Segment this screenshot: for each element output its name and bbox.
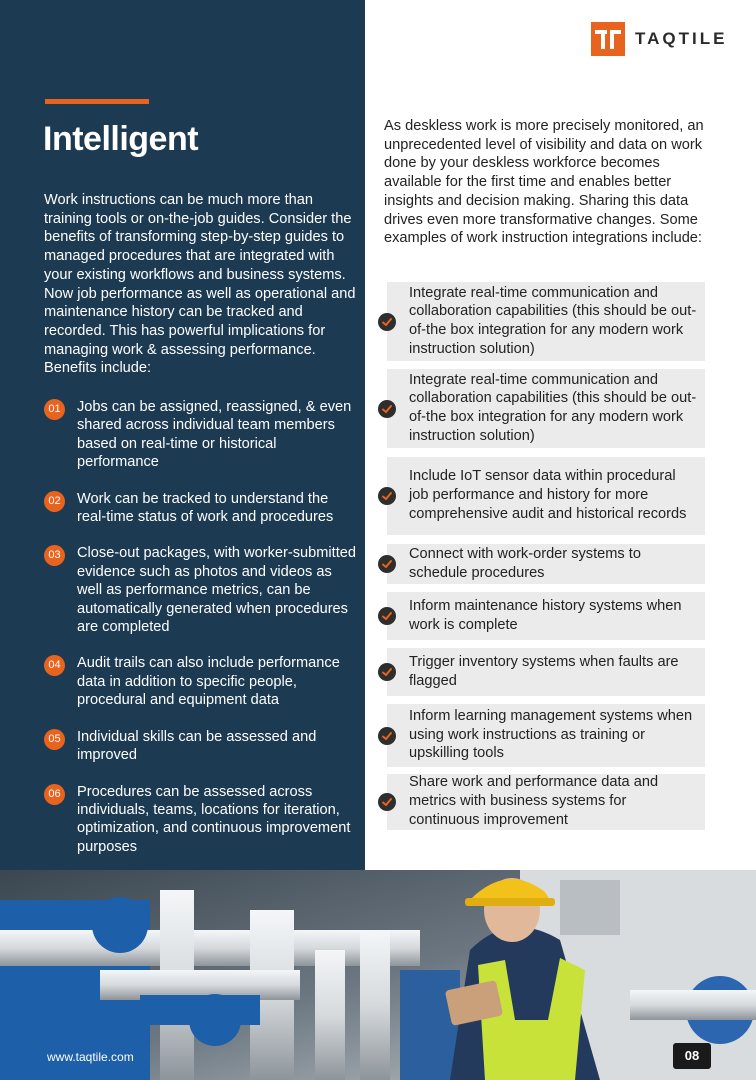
checkmark-icon <box>378 400 396 418</box>
left-intro: Work instructions can be much more than training tools or on-the-job guides. Consider the benefits of transforming step-by-step guides to managed procedures that are integrated with your existing workflows and business systems. Now job performance as well as operational and maintenance history can be tracked and recorded. This has powerful implications for managing work & assessing performance. Benefits include: <box>44 192 356 377</box>
benefit-item <box>44 398 360 472</box>
logo-wordmark: TAQTILE <box>635 29 728 48</box>
benefit-text: Procedures can be assessed across individuals, teams, locations for iteration, optimization, and continuous improvement purposes <box>77 783 351 855</box>
benefit-text: Individual skills can be assessed and improved <box>77 728 317 764</box>
page-number: 08 <box>673 1043 711 1069</box>
integration-text: Share work and performance data and metrics with business systems for continuous improvement <box>409 774 659 828</box>
number-badge: 05 <box>44 729 65 750</box>
integration-text: Trigger inventory systems when faults are flagged <box>409 653 679 689</box>
benefit-item <box>44 783 360 857</box>
integration-item <box>387 369 705 448</box>
checkmark-icon <box>378 793 396 811</box>
number-badge: 06 <box>44 784 65 805</box>
integration-text: Integrate real-time communication and collaboration capabilities (this should be out-of-the box integration for any modern work instruction solution) <box>409 371 697 444</box>
number-badge: 04 <box>44 655 65 676</box>
industrial-worker-photo <box>0 870 756 1080</box>
integration-item <box>387 704 705 767</box>
taqtile-logo[interactable] <box>591 22 727 56</box>
integration-text: Integrate real-time communication and collaboration capabilities (this should be out-of-the box integration for any modern work instruction solution) <box>409 284 697 357</box>
photo-illustration <box>0 870 756 1080</box>
benefit-text: Jobs can be assigned, reassigned, & even shared across individual team members based on real-time or historical performance <box>77 399 352 471</box>
integration-text: Inform maintenance history systems when work is complete <box>409 597 682 633</box>
number-badge: 02 <box>44 491 65 512</box>
checkmark-icon <box>378 727 396 745</box>
footer-url-link[interactable]: www.taqtile.com <box>47 1050 134 1064</box>
benefit-text: Audit trails can also include performance data in addition to specific people, procedural and equipment data <box>77 655 340 709</box>
page-title: Intelligent <box>43 120 199 158</box>
benefit-item <box>44 490 360 527</box>
benefit-item <box>44 544 360 636</box>
left-panel <box>0 0 365 870</box>
integration-text: Include IoT sensor data within procedural job performance and history for more comprehensive audit and historical records <box>409 468 687 522</box>
integration-item <box>387 457 705 535</box>
checkmark-icon <box>378 313 396 331</box>
checkmark-icon <box>378 663 396 681</box>
number-badge: 01 <box>44 399 65 420</box>
right-intro: As deskless work is more precisely monitored, an unprecedented level of visibility and data on work done by your deskless workforce becomes available for the first time and enables better insights and decision making. Sharing this data drives even more transformative changes. Some examples of work instruction integrations include: <box>384 118 704 247</box>
integration-text: Inform learning management systems when using work instructions as training or upskilling tools <box>409 707 693 762</box>
checkmark-icon <box>378 487 396 505</box>
benefit-item <box>44 728 360 765</box>
integration-item <box>387 592 705 640</box>
number-badge: 03 <box>44 545 65 566</box>
integration-text: Connect with work-order systems to schedule procedures <box>409 545 641 581</box>
benefit-text: Work can be tracked to understand the real-time status of work and procedures <box>77 490 334 526</box>
checkmark-icon <box>378 555 396 573</box>
integration-item <box>387 648 705 696</box>
integration-item <box>387 282 705 361</box>
benefit-item <box>44 654 360 709</box>
checkmark-icon <box>378 607 396 625</box>
benefits-list <box>44 398 360 874</box>
integration-item <box>387 544 705 584</box>
accent-line <box>45 99 149 104</box>
benefit-text: Close-out packages, with worker-submitted evidence such as photos and videos as well as performance metrics, can be automatically generated when procedures are completed <box>77 545 357 636</box>
taqtile-logo-mark-icon <box>591 22 625 56</box>
integration-item <box>387 774 705 830</box>
